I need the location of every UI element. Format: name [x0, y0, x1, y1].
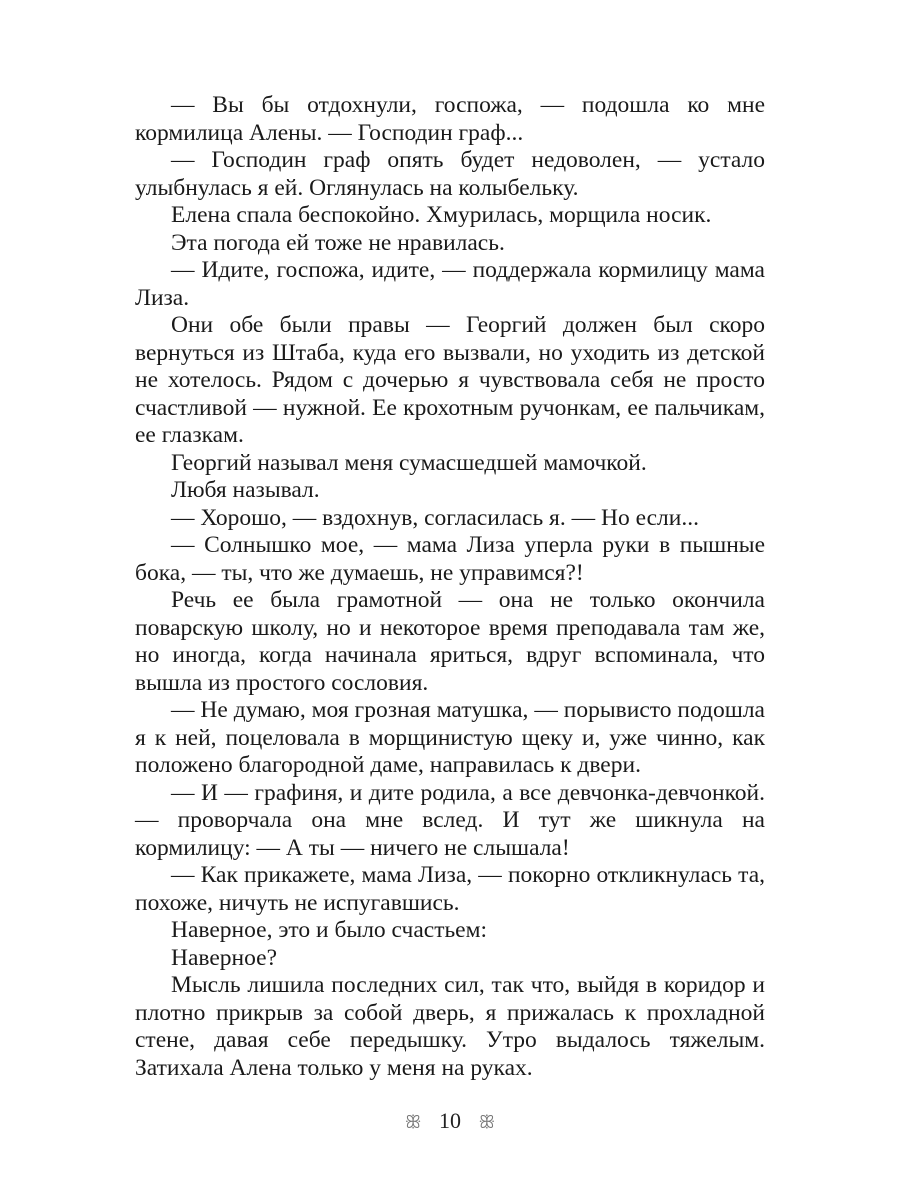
- paragraph: — Как прикажете, мама Лиза, — покорно откликнулась та, похоже, ничуть не испугавшись.: [135, 862, 765, 916]
- paragraph: — Идите, госпожа, идите, — поддержала кормилицу мама Лиза.: [135, 257, 765, 311]
- ornament-right-icon: ꕥ: [478, 1112, 496, 1132]
- paragraph: — Не думаю, моя грозная матушка, — порывисто подошла я к ней, поцеловала в морщинистую щеку и, уже чинно, как положено благородной даме, направилась к двери.: [135, 697, 765, 778]
- paragraph: Речь ее была грамотной — она не только окончила поварскую школу, но и некоторое время преподавала там же, но иногда, когда начинала яриться, вдруг вспоминала, что вышла из простого сословия.: [135, 587, 765, 696]
- paragraph: Наверное?: [171, 944, 278, 971]
- paragraph: — Солнышко мое, — мама Лиза уперла руки в пышные бока, — ты, что же думаешь, не управимся?!: [135, 532, 765, 586]
- ornament-left-icon: ꕥ: [404, 1112, 422, 1132]
- paragraph: Георгий называл меня сумасшедшей мамочкой.: [171, 449, 647, 476]
- paragraph: — Господин граф опять будет недоволен, — устало улыбнулась я ей. Оглянулась на колыбельку.: [135, 147, 765, 201]
- paragraph: Любя называл.: [171, 477, 320, 503]
- paragraph: — Хорошо, — вздохнув, согласилась я. — Но если...: [171, 504, 699, 531]
- paragraph: Мысль лишила последних сил, так что, выйдя в коридор и плотно прикрыв за собой дверь, я прижалась к прохладной стене, давая себе передышку. Утро выдалось тяжелым. Затихала Алена только у меня на руках.: [135, 972, 765, 1081]
- paragraph: Эта погода ей тоже не нравилась.: [171, 229, 505, 256]
- paragraph: Они обе были правы — Георгий должен был скоро вернуться из Штаба, куда его вызвали, но уходить из детской не хотелось. Рядом с дочерью я чувствовала себя не просто счастливой — нужной. Ее крохотным ручонкам, ее пальчикам, ее глазкам.: [135, 312, 765, 448]
- page-number: 10: [439, 1108, 461, 1133]
- paragraph: Елена спала беспокойно. Хмурилась, морщила носик.: [171, 202, 712, 228]
- paragraph: — И — графиня, и дите родила, а все девчонка-девчонкой. — проворчала она мне вслед. И тут же шикнула на кормилицу: — А ты — ничего не слышала!: [135, 779, 765, 861]
- paragraph: Наверное, это и было счастьем:: [171, 917, 488, 943]
- page-body: [135, 92, 765, 1082]
- paragraph: — Вы бы отдохнули, госпожа, — подошла ко мне кормилица Алены. — Господин граф...: [135, 92, 765, 146]
- page-footer: [0, 1108, 900, 1134]
